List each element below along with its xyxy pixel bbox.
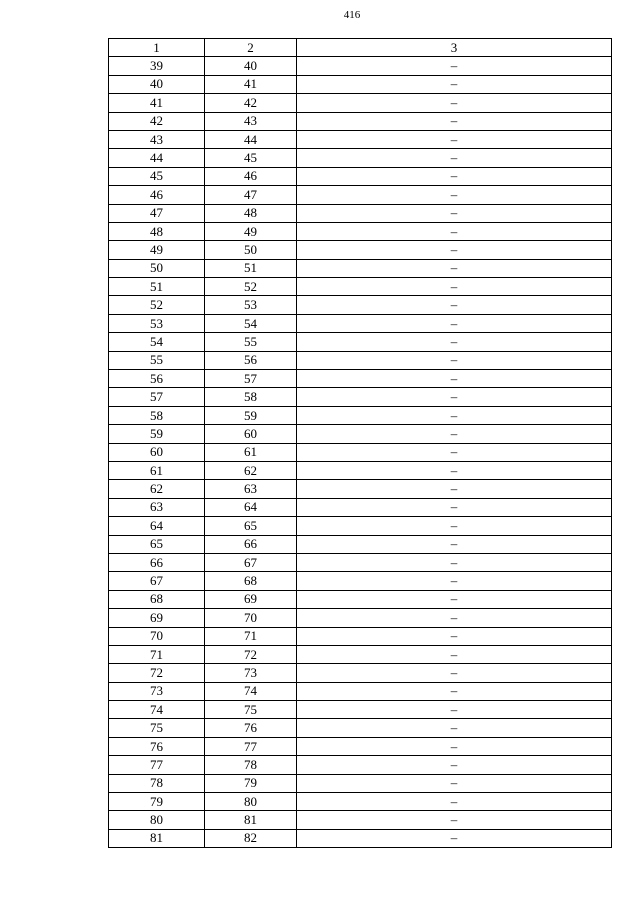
table-cell-col-3: – — [297, 314, 612, 332]
table-cell-col-1: 78 — [109, 774, 205, 792]
table-cell-col-3: – — [297, 480, 612, 498]
table-cell-col-3: – — [297, 425, 612, 443]
table-cell-col-3: – — [297, 461, 612, 479]
table-cell-col-2: 53 — [205, 296, 297, 314]
table-row — [109, 388, 612, 406]
table-cell-col-3: – — [297, 645, 612, 663]
table-cell-col-2: 63 — [205, 480, 297, 498]
table-cell-col-1: 74 — [109, 701, 205, 719]
table-cell-col-1: 57 — [109, 388, 205, 406]
column-header-2: 2 — [205, 39, 297, 57]
table-row — [109, 627, 612, 645]
table-cell-col-3: – — [297, 351, 612, 369]
table-cell-col-3: – — [297, 517, 612, 535]
table-cell-col-2: 64 — [205, 498, 297, 516]
table-cell-col-1: 75 — [109, 719, 205, 737]
table-cell-col-3: – — [297, 793, 612, 811]
table-header — [109, 39, 612, 57]
table-row — [109, 553, 612, 571]
table-cell-col-1: 59 — [109, 425, 205, 443]
table-cell-col-1: 65 — [109, 535, 205, 553]
table-row — [109, 664, 612, 682]
table-cell-col-2: 51 — [205, 259, 297, 277]
table-cell-col-2: 54 — [205, 314, 297, 332]
table-row — [109, 130, 612, 148]
table-cell-col-1: 48 — [109, 222, 205, 240]
table-row — [109, 370, 612, 388]
table-cell-col-1: 68 — [109, 590, 205, 608]
table-cell-col-3: – — [297, 535, 612, 553]
table-cell-col-1: 39 — [109, 57, 205, 75]
table-cell-col-2: 49 — [205, 222, 297, 240]
table-cell-col-1: 80 — [109, 811, 205, 829]
table-cell-col-3: – — [297, 333, 612, 351]
table-cell-col-2: 50 — [205, 241, 297, 259]
table-cell-col-1: 62 — [109, 480, 205, 498]
table-row — [109, 811, 612, 829]
table-cell-col-1: 53 — [109, 314, 205, 332]
table-cell-col-1: 70 — [109, 627, 205, 645]
table-cell-col-3: – — [297, 664, 612, 682]
table-row — [109, 737, 612, 755]
table-row — [109, 756, 612, 774]
table-cell-col-2: 58 — [205, 388, 297, 406]
table-cell-col-3: – — [297, 590, 612, 608]
table-row — [109, 75, 612, 93]
table-cell-col-3: – — [297, 498, 612, 516]
table-cell-col-3: – — [297, 553, 612, 571]
table-cell-col-3: – — [297, 241, 612, 259]
table-cell-col-1: 66 — [109, 553, 205, 571]
table-cell-col-2: 55 — [205, 333, 297, 351]
table-cell-col-2: 45 — [205, 149, 297, 167]
table-cell-col-3: – — [297, 204, 612, 222]
table-cell-col-3: – — [297, 370, 612, 388]
table-row — [109, 517, 612, 535]
table-cell-col-2: 52 — [205, 278, 297, 296]
table-cell-col-2: 46 — [205, 167, 297, 185]
table-cell-col-1: 72 — [109, 664, 205, 682]
table-row — [109, 461, 612, 479]
table-cell-col-3: – — [297, 756, 612, 774]
table-cell-col-1: 56 — [109, 370, 205, 388]
table-row — [109, 112, 612, 130]
table-body — [109, 57, 612, 848]
data-table — [108, 38, 612, 848]
table-cell-col-2: 60 — [205, 425, 297, 443]
table-row — [109, 719, 612, 737]
table-row — [109, 572, 612, 590]
table-cell-col-3: – — [297, 719, 612, 737]
table-cell-col-2: 44 — [205, 130, 297, 148]
table-cell-col-2: 73 — [205, 664, 297, 682]
table-cell-col-3: – — [297, 167, 612, 185]
table-cell-col-1: 76 — [109, 737, 205, 755]
table-cell-col-2: 74 — [205, 682, 297, 700]
table-cell-col-3: – — [297, 388, 612, 406]
table-cell-col-3: – — [297, 186, 612, 204]
table-row — [109, 222, 612, 240]
column-header-3: 3 — [297, 39, 612, 57]
table-row — [109, 535, 612, 553]
table-row — [109, 314, 612, 332]
table-cell-col-1: 64 — [109, 517, 205, 535]
table-cell-col-3: – — [297, 149, 612, 167]
table-row — [109, 351, 612, 369]
table-cell-col-2: 77 — [205, 737, 297, 755]
table-cell-col-1: 69 — [109, 609, 205, 627]
table-row — [109, 829, 612, 847]
table-cell-col-1: 51 — [109, 278, 205, 296]
table-cell-col-3: – — [297, 130, 612, 148]
table-cell-col-1: 54 — [109, 333, 205, 351]
table-cell-col-3: – — [297, 737, 612, 755]
table-row — [109, 204, 612, 222]
table-row — [109, 149, 612, 167]
table-cell-col-3: – — [297, 627, 612, 645]
table-cell-col-2: 81 — [205, 811, 297, 829]
table-cell-col-1: 71 — [109, 645, 205, 663]
table-cell-col-2: 72 — [205, 645, 297, 663]
header-row — [109, 39, 612, 57]
table-cell-col-2: 59 — [205, 406, 297, 424]
table-row — [109, 186, 612, 204]
table-row — [109, 498, 612, 516]
table-cell-col-1: 77 — [109, 756, 205, 774]
table-row — [109, 793, 612, 811]
table-cell-col-1: 52 — [109, 296, 205, 314]
table-cell-col-3: – — [297, 701, 612, 719]
table-cell-col-2: 80 — [205, 793, 297, 811]
table-cell-col-3: – — [297, 609, 612, 627]
table-cell-col-1: 46 — [109, 186, 205, 204]
table-cell-col-2: 66 — [205, 535, 297, 553]
table-cell-col-2: 47 — [205, 186, 297, 204]
column-header-1: 1 — [109, 39, 205, 57]
table-cell-col-2: 41 — [205, 75, 297, 93]
table-cell-col-1: 60 — [109, 443, 205, 461]
table-cell-col-2: 79 — [205, 774, 297, 792]
table-cell-col-3: – — [297, 57, 612, 75]
table-cell-col-3: – — [297, 222, 612, 240]
table-row — [109, 278, 612, 296]
table-cell-col-2: 57 — [205, 370, 297, 388]
page-number: 416 — [343, 9, 361, 21]
table-cell-col-3: – — [297, 259, 612, 277]
table-cell-col-3: – — [297, 829, 612, 847]
table-cell-col-2: 48 — [205, 204, 297, 222]
table-row — [109, 774, 612, 792]
table-cell-col-1: 55 — [109, 351, 205, 369]
table-row — [109, 425, 612, 443]
table-cell-col-2: 67 — [205, 553, 297, 571]
table-cell-col-1: 73 — [109, 682, 205, 700]
table-row — [109, 443, 612, 461]
table-cell-col-2: 82 — [205, 829, 297, 847]
table-cell-col-1: 47 — [109, 204, 205, 222]
table-row — [109, 682, 612, 700]
table-cell-col-2: 42 — [205, 94, 297, 112]
table-cell-col-3: – — [297, 811, 612, 829]
table-row — [109, 333, 612, 351]
table-cell-col-1: 45 — [109, 167, 205, 185]
table-cell-col-1: 43 — [109, 130, 205, 148]
table-cell-col-2: 56 — [205, 351, 297, 369]
table-cell-col-2: 75 — [205, 701, 297, 719]
table-cell-col-2: 40 — [205, 57, 297, 75]
table-cell-col-3: – — [297, 774, 612, 792]
table-cell-col-3: – — [297, 112, 612, 130]
table-cell-col-1: 42 — [109, 112, 205, 130]
table-cell-col-3: – — [297, 682, 612, 700]
table-cell-col-1: 50 — [109, 259, 205, 277]
table-cell-col-2: 76 — [205, 719, 297, 737]
table-cell-col-3: – — [297, 443, 612, 461]
table-cell-col-1: 41 — [109, 94, 205, 112]
table-cell-col-1: 49 — [109, 241, 205, 259]
table-cell-col-1: 61 — [109, 461, 205, 479]
table-row — [109, 480, 612, 498]
table-cell-col-2: 43 — [205, 112, 297, 130]
table-cell-col-2: 65 — [205, 517, 297, 535]
table-row — [109, 609, 612, 627]
table-cell-col-2: 70 — [205, 609, 297, 627]
table-cell-col-1: 63 — [109, 498, 205, 516]
table-cell-col-1: 58 — [109, 406, 205, 424]
table-cell-col-3: – — [297, 94, 612, 112]
table-row — [109, 94, 612, 112]
table-cell-col-3: – — [297, 572, 612, 590]
table-cell-col-2: 78 — [205, 756, 297, 774]
table-cell-col-1: 40 — [109, 75, 205, 93]
table-cell-col-3: – — [297, 406, 612, 424]
table-cell-col-1: 79 — [109, 793, 205, 811]
table-cell-col-1: 67 — [109, 572, 205, 590]
table-row — [109, 241, 612, 259]
table-cell-col-2: 71 — [205, 627, 297, 645]
table-row — [109, 645, 612, 663]
table-row — [109, 296, 612, 314]
table-row — [109, 259, 612, 277]
table-cell-col-3: – — [297, 296, 612, 314]
table-row — [109, 406, 612, 424]
table-cell-col-1: 81 — [109, 829, 205, 847]
table-cell-col-3: – — [297, 75, 612, 93]
table-row — [109, 701, 612, 719]
table-cell-col-2: 69 — [205, 590, 297, 608]
table-cell-col-2: 61 — [205, 443, 297, 461]
table-cell-col-1: 44 — [109, 149, 205, 167]
table-cell-col-2: 68 — [205, 572, 297, 590]
table-row — [109, 167, 612, 185]
table-row — [109, 590, 612, 608]
table-cell-col-2: 62 — [205, 461, 297, 479]
table-row — [109, 57, 612, 75]
table-cell-col-3: – — [297, 278, 612, 296]
